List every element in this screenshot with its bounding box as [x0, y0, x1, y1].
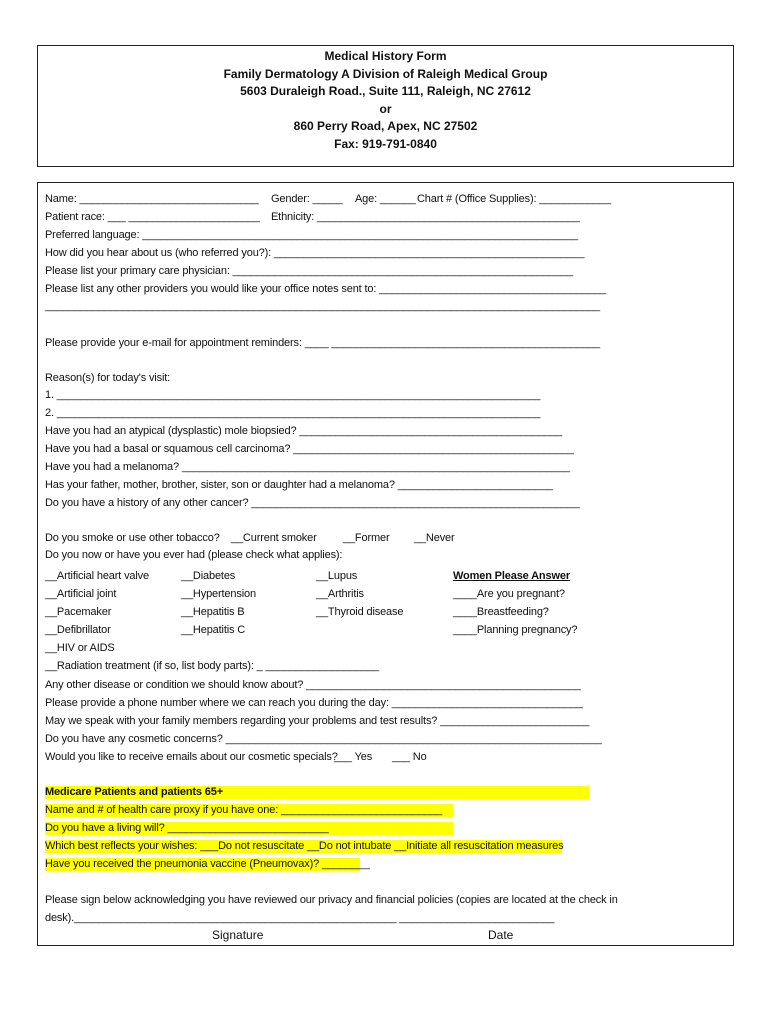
or-text: or: [379, 101, 392, 116]
family-speak-field[interactable]: May we speak with your family members regarding your problems and test results? _________________________: [45, 715, 590, 727]
condition-arthritis[interactable]: __Arthritis: [316, 588, 364, 600]
email-field[interactable]: Please provide your e-mail for appointment reminders: ____ _____________________________________________: [45, 337, 601, 349]
gender-field[interactable]: Gender: _____: [271, 193, 343, 205]
wishes-field[interactable]: Which best reflects your wishes: ___Do not resuscitate __Do not intubate __Initiate all resuscitation measures: [45, 840, 564, 852]
date-line[interactable]: __________________________: [399, 912, 555, 924]
smoke-former-option[interactable]: __Former: [343, 532, 390, 544]
condition-diabetes[interactable]: __Diabetes: [181, 570, 236, 582]
pcp-field[interactable]: Please list your primary care physician: _________________________________________________________: [45, 265, 573, 277]
sign-instructions: Please sign below acknowledging you have reviewed our privacy and financial policies (copies are located at the check in: [45, 894, 618, 906]
reason-2-field[interactable]: 2. _________________________________________________________________________________: [45, 407, 541, 419]
address-apex: 860 Perry Road, Apex, NC 27502: [293, 119, 478, 133]
emails-yes-option[interactable]: ___ Yes: [334, 751, 373, 763]
women-pregnant[interactable]: ____Are you pregnant?: [453, 588, 565, 600]
condition-hepatitis-b[interactable]: __Hepatitis B: [181, 606, 245, 618]
signature-line[interactable]: desk).______________________________________________________: [45, 912, 397, 924]
smoke-question: Do you smoke or use other tobacco?: [45, 532, 220, 544]
form-title: Medical History Form: [324, 49, 447, 63]
condition-artificial-joint[interactable]: __Artificial joint: [45, 588, 117, 600]
women-section-title: Women Please Answer: [453, 570, 570, 582]
race-field[interactable]: Patient race: ___ ______________________: [45, 211, 260, 223]
address-raleigh: 5603 Duraleigh Road., Suite 111, Raleigh, NC 27612: [240, 84, 531, 98]
condition-pacemaker[interactable]: __Pacemaker: [45, 606, 112, 618]
living-will-field[interactable]: Do you have a living will? ___________________________: [45, 822, 453, 835]
health-proxy-field[interactable]: Name and # of health care proxy if you have one: ___________________________: [45, 804, 453, 817]
reasons-label: Reason(s) for today's visit:: [45, 372, 171, 384]
basal-carcinoma-field[interactable]: Have you had a basal or squamous cell carcinoma? _______________________________________________: [45, 443, 574, 455]
condition-heart-valve[interactable]: __Artificial heart valve: [45, 570, 150, 582]
fax-number: Fax: 919-791-0840: [334, 136, 437, 151]
phone-field[interactable]: Please provide a phone number where we can reach you during the day: ________________________________: [45, 697, 583, 709]
practice-name: Family Dermatology A Division of Raleigh Medical Group: [223, 66, 548, 81]
providers-continued-field[interactable]: _____________________________________________________________________________________________: [45, 300, 600, 312]
condition-defibrillator[interactable]: __Defibrillator: [45, 624, 111, 636]
smoke-never-option[interactable]: __Never: [414, 532, 455, 544]
atypical-mole-field[interactable]: Have you had an atypical (dysplastic) mole biopsied? ____________________________________________: [45, 425, 562, 437]
condition-lupus[interactable]: __Lupus: [316, 570, 358, 582]
providers-field[interactable]: Please list any other providers you would like your office notes sent to: ______________________________________: [45, 283, 606, 295]
ethnicity-field[interactable]: Ethnicity: ____________________________________________: [271, 211, 580, 223]
condition-hiv[interactable]: __HIV or AIDS: [45, 642, 115, 654]
cosmetic-field[interactable]: Do you have any cosmetic concerns? _______________________________________________________________: [45, 733, 602, 745]
women-breastfeeding[interactable]: ____Breastfeeding?: [453, 606, 549, 618]
other-cancer-field[interactable]: Do you have a history of any other cancer? _______________________________________________________: [45, 497, 580, 509]
chart-field[interactable]: Chart # (Office Supplies): ____________: [417, 193, 611, 205]
melanoma-field[interactable]: Have you had a melanoma? _________________________________________________________________: [45, 461, 570, 473]
condition-hypertension[interactable]: __Hypertension: [181, 588, 256, 600]
language-field[interactable]: Preferred language: _________________________________________________________________________: [45, 229, 578, 241]
radiation-field[interactable]: __Radiation treatment (if so, list body parts): _ ___________________: [45, 660, 379, 672]
conditions-question: Do you now or have you ever had (please check what applies):: [45, 549, 343, 561]
referred-field[interactable]: How did you hear about us (who referred you?): ____________________________________________________: [45, 247, 585, 259]
date-label: Date: [488, 928, 514, 942]
women-planning[interactable]: ____Planning pregnancy?: [453, 624, 578, 636]
medicare-title: Medicare Patients and patients 65+: [45, 786, 589, 799]
family-melanoma-field[interactable]: Has your father, mother, brother, sister, son or daughter had a melanoma? __________________________: [45, 479, 553, 491]
reason-1-field[interactable]: 1. _________________________________________________________________________________: [45, 389, 541, 401]
name-field[interactable]: Name: ______________________________: [45, 193, 259, 205]
pneumonia-vaccine-field[interactable]: Have you received the pneumonia vaccine (Pneumovax)? ________: [45, 858, 370, 870]
signature-label: Signature: [212, 928, 264, 942]
condition-hepatitis-c[interactable]: __Hepatitis C: [181, 624, 246, 636]
emails-question: Would you like to receive emails about our cosmetic specials?: [45, 751, 338, 763]
age-field[interactable]: Age: ______: [355, 193, 416, 205]
emails-no-option[interactable]: ___ No: [392, 751, 427, 763]
other-disease-field[interactable]: Any other disease or condition we should know about? ______________________________________________: [45, 679, 581, 691]
condition-thyroid[interactable]: __Thyroid disease: [316, 606, 404, 618]
smoke-current-option[interactable]: __Current smoker: [231, 532, 317, 544]
